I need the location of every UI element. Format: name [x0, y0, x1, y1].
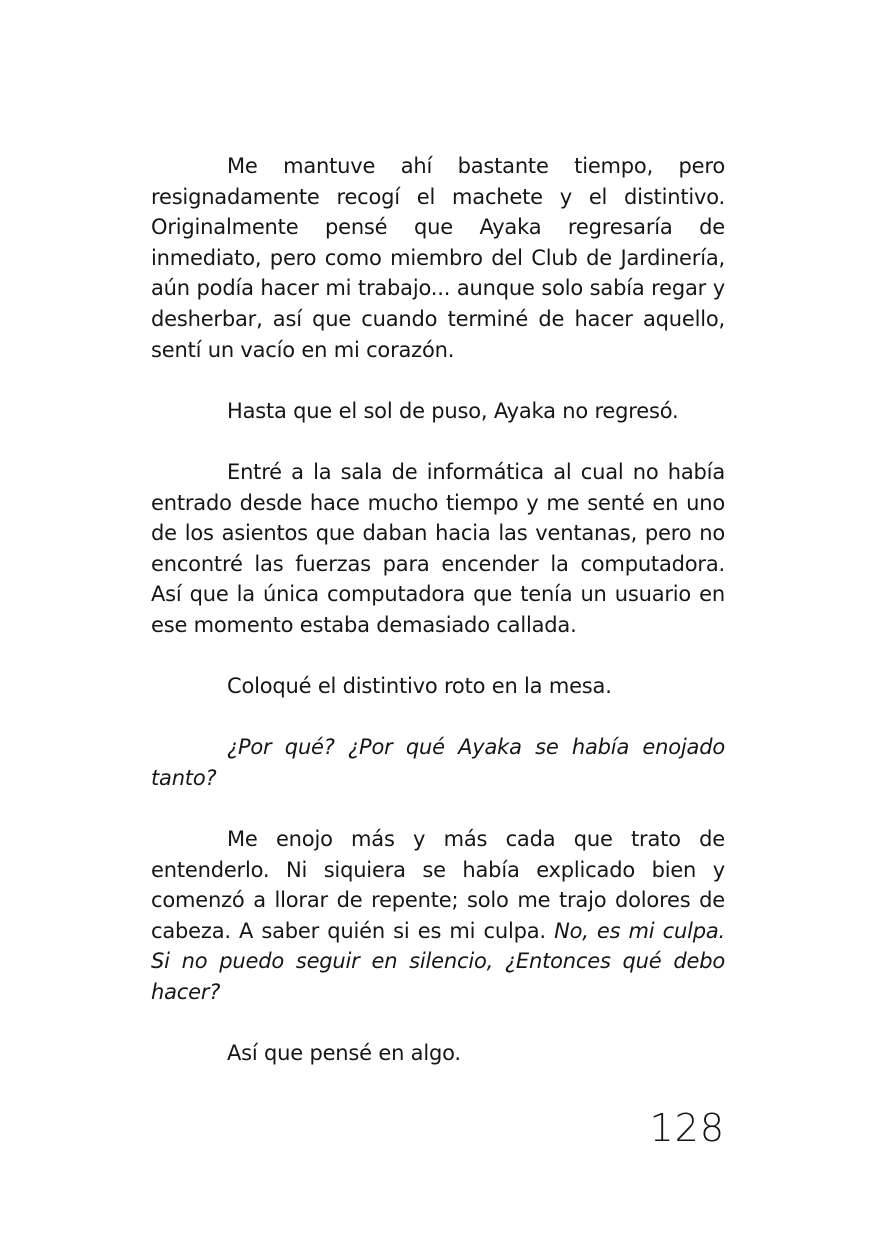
paragraph-5-italic: ¿Por qué? ¿Por qué Ayaka se había enojado tanto?	[151, 735, 725, 790]
paragraph-1: Me mantuve ahí bastante tiempo, pero resignadamente recogí el machete y el distintivo. Originalmente pensé que Ayaka regresaría de inmediato, pero como miembro del Club de Jardinería, aún podía hacer mi trabajo... aunque solo sabía regar y desherbar, así que cuando terminé de hacer aquello, sentí un vacío en mi corazón.	[151, 154, 725, 362]
page-number: 128	[649, 1106, 725, 1150]
paragraph-6-italic-text: No, es mi culpa. Si no puedo seguir en silencio, ¿Entonces qué debo hacer?	[151, 918, 725, 1005]
paragraph-7: Así que pensé en algo.	[227, 1041, 461, 1066]
paragraph-3: Entré a la sala de informática al cual no había entrado desde hace mucho tiempo y me senté en uno de los asientos que daban hacia las ventanas, pero no encontré las fuerzas para encender la computadora. Así que la única computadora que tenía un usuario en ese momento estaba demasiado callada.	[151, 459, 725, 637]
paragraph-6	[151, 824, 725, 1008]
paragraph-4: Coloqué el distintivo roto en la mesa.	[227, 674, 612, 699]
page-body	[151, 151, 725, 1069]
paragraph-2: Hasta que el sol de puso, Ayaka no regresó.	[227, 398, 679, 423]
paragraph-6-normal-text: Me enojo más y más cada que trato de entenderlo. Ni siquiera se había explicado bien y comenzó a llorar de repente; solo me trajo dolores de cabeza. A saber quién si es mi culpa.	[151, 827, 725, 943]
